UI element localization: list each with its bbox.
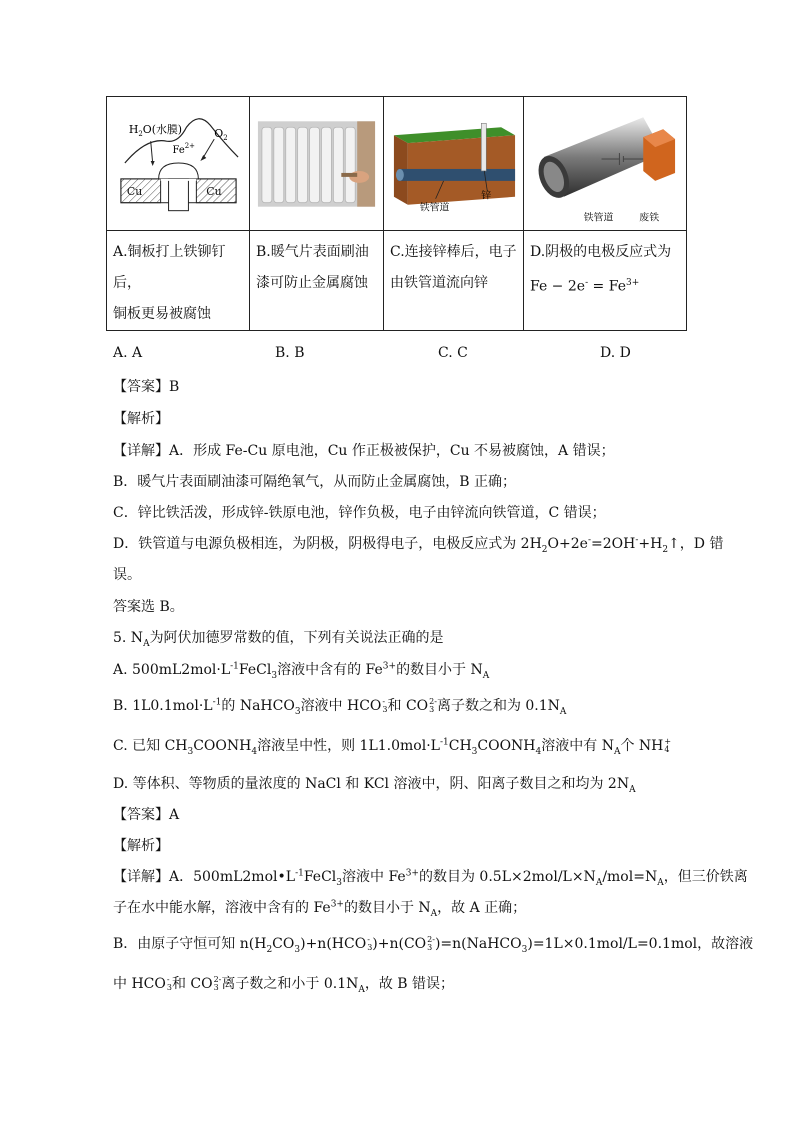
q5-option-d: D. 等体积、等物质的量浓度的 NaCl 和 KCl 溶液中，阴、阳离子数目之和均为 $2N_A$ — [113, 776, 636, 795]
option-c-cell: C.连接锌棒后，电子 由铁管道流向锌 — [384, 231, 524, 331]
buried-pipe-figure — [384, 97, 523, 230]
figure-a-cell — [107, 97, 250, 231]
q5-stem: 5. $N_A$为阿伏加德罗常数的值，下列有关说法正确的是 — [113, 630, 444, 649]
option-d-cell: D.阴极的电极反应式为 $Fe - 2e^- = Fe^{3+}$ — [524, 231, 687, 331]
q5-detail-a: 【详解】A．$500mL2mol•L^{-1}FeCl_3$溶液中 $Fe^{3+}$的数目为 $0.5L\times 2mol/L\times N_A/mol=N_A$，但三价铁离 — [113, 868, 748, 888]
option-a-cell: A.铜板打上铁铆钉后， 铜板更易被腐蚀 — [107, 231, 250, 331]
q5-detail-a-cont: 子在水中能水解，溶液中含有的 $Fe^{3+}$的数目小于 $N_A$，故 A 正确； — [113, 899, 527, 919]
q4-detail-d: D．铁管道与电源负极相连，为阴极，阴极得电子，电极反应式为 $2H_2O+2e^-=2OH^-+H_2↑$，D 错 — [113, 535, 724, 555]
cu-left-label: Cu — [126, 184, 143, 198]
o2-label: $O_2$ — [214, 127, 228, 143]
q5-answer: 【答案】A — [113, 807, 180, 823]
pipe-scrap-iron-figure — [524, 97, 686, 230]
scrap-iron-label: 废铁 — [639, 212, 660, 224]
q4-detail-c: C．锌比铁活泼，形成锌-铁原电池，锌作负极，电子由锌流向铁管道，C 错误； — [113, 505, 606, 521]
q4-detail-a: 【详解】A．形成 Fe-Cu 原电池，Cu 作正极被保护，Cu 不易被腐蚀，A 错误； — [113, 443, 615, 459]
q5-option-b: B. $1L0.1mol\cdot L^{-1}$的 NaHCO$_3$溶液中 HCO - 3 和 CO 2- 3 离子数之和为 $0.1N_A$ — [113, 697, 567, 717]
q5-option-a: A. $500mL2mol\cdot L^{-1}FeCl_3$溶液中含有的 $Fe^{3+}$的数目小于 $N_A$ — [113, 661, 490, 681]
h2o-label: $H_2O$(水膜) — [128, 123, 183, 139]
q4-detail-d-cont: 误。 — [113, 567, 141, 583]
q4-analysis-heading: 【解析】 — [113, 411, 169, 427]
q4-answer: 【答案】B — [113, 379, 180, 395]
q5-detail-b: B．由原子守恒可知 $n(H_2CO_3)+n(HCO$ - 3 )+n(CO 2- 3 )=n(NaHCO$_3$)=1L×0.1mol/L=0.1mol，故溶液 — [113, 935, 754, 955]
q5-detail-b-cont: 中 HCO - 3 和 CO 2- 3 离子数之和小于 $0.1N_A$，故 B 错误； — [113, 975, 455, 995]
choice-a: A. A — [113, 345, 143, 361]
figure-b-cell — [250, 97, 384, 231]
q5-option-c: C. 已知 $CH_3COONH_4$溶液呈中性，则 $1L1.0mol\cdot L^{-1}CH_3COONH_4$溶液中有 $N_A$个 NH + 4 — [113, 737, 672, 757]
q4-detail-b: B．暖气片表面刷油漆可隔绝氧气，从而防止金属腐蚀，B 正确； — [113, 474, 517, 490]
q4-conclusion: 答案选 B。 — [113, 599, 184, 615]
pipe-label: 铁管道 — [583, 212, 614, 224]
figure-c-cell — [384, 97, 524, 231]
fe-ion-label: $Fe^{2+}$ — [172, 142, 195, 157]
question-4-table — [106, 96, 687, 331]
zinc-label: 锌 — [481, 190, 492, 202]
choice-d: D. D — [600, 345, 631, 361]
radiator-photo — [250, 97, 383, 230]
cu-right-label: Cu — [206, 184, 222, 198]
q5-analysis-heading: 【解析】 — [113, 838, 169, 854]
option-b-cell: B.暖气片表面刷油 漆可防止金属腐蚀 — [250, 231, 384, 331]
pipe-label: 铁管道 — [419, 202, 450, 214]
choice-c: C. C — [438, 345, 468, 361]
choice-b: B. B — [275, 345, 305, 361]
corrosion-diagram-figure — [107, 97, 249, 230]
figure-d-cell — [524, 97, 687, 231]
